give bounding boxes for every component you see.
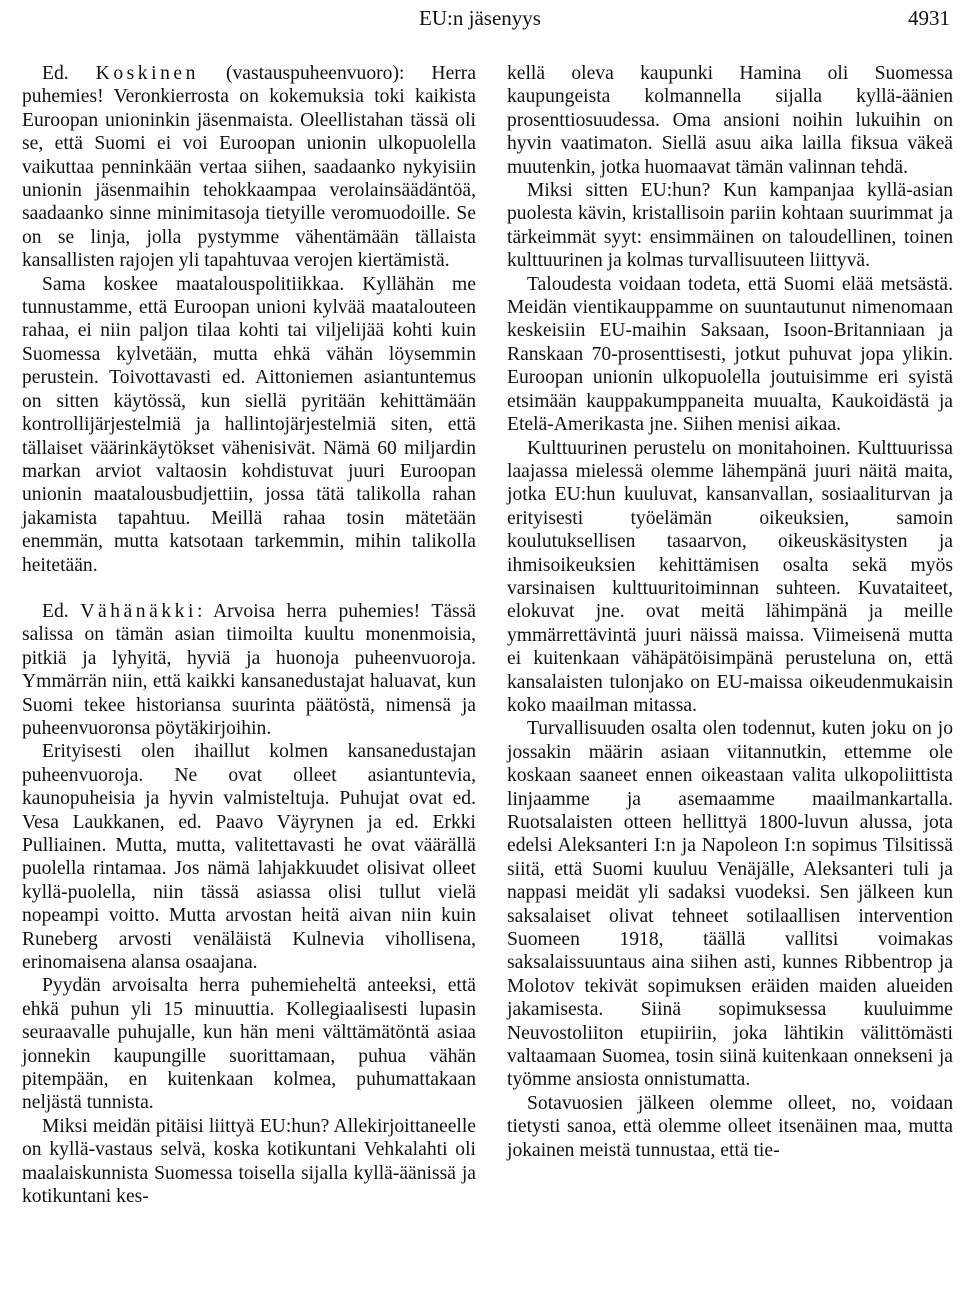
- paragraph: [22, 600, 476, 740]
- page-header: [0, 0, 960, 40]
- speaker-role: (vastauspuheenvuoro):: [225, 63, 405, 84]
- speaker-prefix: Ed.: [42, 600, 69, 622]
- right-column: [507, 62, 953, 1162]
- running-title: EU:n jäsenyys: [419, 6, 541, 30]
- speaker-name: Vähänäkki: [80, 600, 197, 622]
- left-column: [22, 62, 476, 1209]
- speaker-role: :: [196, 600, 203, 622]
- paragraph: Miksi sitten EU:hun? Kun kampanjaa kyllä-asian puolesta kävin, kristallisoin pariin kohtaan suurimmat ja tärkeimmät syyt: ensimmäinen on taloudellinen, toinen kulttuurinen ja kolmas turvallisuuteen liittyvä.: [507, 180, 953, 272]
- paragraph: Miksi meidän pitäisi liittyä EU:hun? Allekirjoittaneelle on kyllä-vastaus selvä, koska kotikuntani Vehkalahti oli maalaiskunnista Suomessa toisella sijalla kyllä-äänissä ja kotikuntani kes-: [22, 1115, 476, 1208]
- paragraph: Sama koskee maatalouspolitiikkaa. Kyllähän me tunnustamme, että Euroopan unioni kylvää maatalouteen rahaa, ei niin paljon tilaa kohti tai viljelijää kohti kuin Suomessa kylvetään, mutta ehkä vähän löysemmin perustein. Toivottavasti ed. Aittoniemen asiantuntemus on sitten käytössä, kun siellä pyritään kehittämään kontrollijärjestelmiä ja hallintojärjestelmiä siten, että tällaiset väärinkäytökset vähenisivät. Nämä 60 miljardin markan arviot valtaosin kohdistuvat juuri Euroopan unionin maatalousbudjettiin, jossa tätä talikolla rahan jakamista tapahtuu. Meillä rahaa tosin mätetään enemmän, mutta katsotaan tarkemmin, mihin talikolla heitetään.: [22, 273, 476, 576]
- speaker-name: Koskinen: [95, 63, 199, 84]
- paragraph: Erityisesti olen ihaillut kolmen kansanedustajan puheenvuoroja. Ne ovat olleet asiantuntevia, kaunopuheisia ja hyvin valmisteltuja. Puhujat ovat ed. Vesa Laukkanen, ed. Paavo Väyrynen ja ed. Erkki Pulliainen. Mutta, mutta, valitettavasti he ovat väärällä puolella rintamaa. Jos nämä lahjakkuudet olisivat olleet kyllä-puolella, niin tässä asiassa olisi tullut vielä nopeampi voitto. Mutta arvostan heitä aivan niin kuin Runeberg arvosti venäläistä Kulnevia vihollisena, erinomaisena alansa osaajana.: [22, 741, 476, 974]
- paragraph: kellä oleva kaupunki Hamina oli Suomessa kaupungeista kolmannella sijalla kyllä-äänien prosenttiosuudessa. Oma ansioni noihin lukuihin on hyvin vaatimaton. Siellä asuu aika lailla fiksua väkeä muutenkin, jotka huomaavat tämän valinnan tehdä.: [507, 63, 953, 178]
- paragraph: Pyydän arvoisalta herra puhemieheltä anteeksi, että ehkä puhun yli 15 minuuttia. Kollegiaalisesti lupasin seuraavalle puhujalle, kun hän meni välttämätöntä asiaa jonnekin kaupungille suorittamaan, puhua vähän pitempään, en kuitenkaan kolmea, puhumattakaan neljästä tunnista.: [22, 975, 476, 1114]
- paragraph-text: Arvoisa herra puhemies! Tässä salissa on tämän asian tiimoilta kuultu monenmoisia, pitkiä ja lyhyitä, hyviä ja huonoja puheenvuoroja. Ymmärrän niin, että kaikki kansanedustajat haluavat, kun Suomi tekee historiansa suurinta päätöstä, nimensä ja puheenvuoronsa pöytäkirjoihin.: [22, 600, 476, 739]
- paragraph: Turvallisuuden osalta olen todennut, kuten joku on jo jossakin määrin asiaan viitannutkin, ettemme ole koskaan saaneet ennen oikeastaan valita ulkopoliittista linjaamme ja asemaamme maailmankartalla. Ruotsalaisten otteen hellittyä 1800-luvun alussa, jota edelsi Aleksanteri I:n ja Napoleon I:n sopimus Tilsitissä siitä, että Suomi kuuluu Venäjälle, Aleksanteri tuli ja nappasi meidät yli sadaksi vuodeksi. Sen jälkeen kun saksalaiset olivat tehneet sotilaallisen intervention Suomeen 1918, täällä vallitsi voimakas saksalaissuuntaus aina siihen asti, kunnes Ribbentrop ja Molotov tekivät sopimuksen eräiden maiden alueiden jakamisesta. Siinä sopimuksessa kuuluimme Neuvostoliiton etupiiriin, joka lähtikin välittömästi valtaamaan Suomea, tosin siinä kuitenkaan onnekseni ja työmme ansiosta onnistumatta.: [507, 718, 953, 1091]
- paragraph: Kulttuurinen perustelu on monitahoinen. Kulttuurissa laajassa mielessä olemme lähempänä juuri näitä maita, jotka EU:hun kuuluvat, kansanvallan, sosiaaliturvan ja erityisesti työelämän oikeuksien, samoin koulutuksellisen tasaarvon, oikeuskäsitysten ja ihmisoikeuksien kehittämisen osalta sekä myös varsinaisen kulttuuritoiminnan suhteen. Kuvataiteet, elokuvat jne. ovat meitä lähimpänä ja meille ymmärrettävintä juuri näissä maissa. Viimeisenä mutta ei kuitenkaan vähäpätöisimpänä perusteluna on, että kansalaisten tulonjako on EU-maissa oikeudenmukaisin koko maailman mitassa.: [507, 437, 953, 716]
- paragraph: Sotavuosien jälkeen olemme olleet, no, voidaan tietysti sanoa, että olemme olleet itsenäinen maa, mutta jokainen meistä tunnustaa, että tie-: [507, 1092, 953, 1161]
- paragraph-text: Herra puhemies! Veronkierrosta on kokemuksia toki kaikista Euroopan unioninkin jäsenmaista. Oleellistahan tässä oli se, että Suomi ei voi Euroopan unionin ulkopuolella vaikuttaa penninkään vertaa siihen, saadaanko nykyisiin unionin jäsenmaihin tehokkaampaa verolainsäädäntöä, saadaanko sinne minimitasoja tietyille veromuodoille. Se on se linja, jolla pystymme vähentämään tällaista kansallisten rajojen yli tapahtuvaa verojen kiertämistä.: [22, 63, 477, 272]
- paragraph: [22, 62, 476, 273]
- speaker-prefix: Ed.: [42, 63, 69, 84]
- paragraph: Taloudesta voidaan todeta, että Suomi elää metsästä. Meidän vientikauppamme on suuntautunut nimenomaan keskeisiin EU-maihin Saksaan, Isoon-Britanniaan ja Ranskaan 70-prosenttisesti, jotkut puhuvat jopa ylikin. Euroopan unionin ulkopuolella joutuisimme eri syistä etsimään kauppakumppaneita muualta, Kaukoidästä ja Etelä-Amerikasta jne. Siihen menisi aikaa.: [507, 273, 953, 436]
- page-number: 4931: [908, 6, 950, 30]
